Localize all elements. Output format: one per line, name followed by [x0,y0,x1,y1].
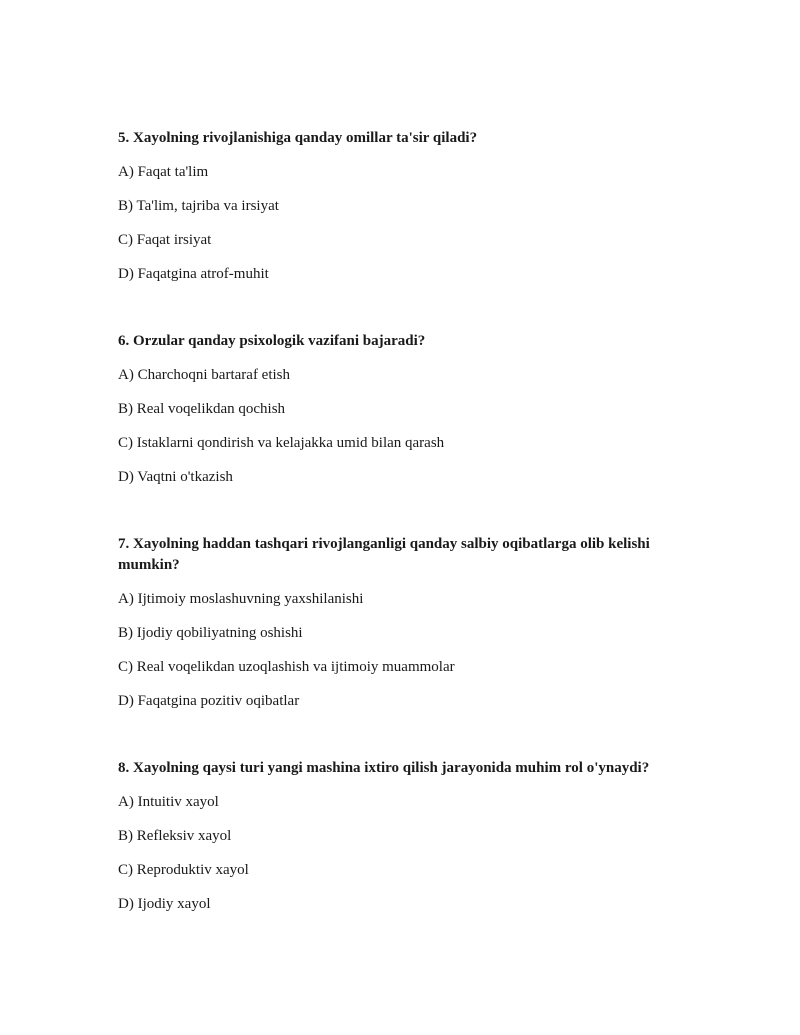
answer-option-b: B) Ta'lim, tajriba va irsiyat [118,198,279,214]
question-text: 8. Xayolning qaysi turi yangi mashina ixtiro qilish jarayonida muhim rol o'ynaydi? [118,760,650,776]
answer-option-b: B) Refleksiv xayol [118,828,232,844]
question-block-7 [118,534,688,725]
answer-option-c: C) Faqat irsiyat [118,232,212,248]
answer-option-b: B) Ijodiy qobiliyatning oshishi [118,625,303,641]
question-block-6 [118,331,688,501]
answer-option-c: C) Real voqelikdan uzoqlashish va ijtimoiy muammolar [118,659,455,675]
answer-option-d: D) Vaqtni o'tkazish [118,469,233,485]
question-text: 6. Orzular qanday psixologik vazifani bajaradi? [118,333,426,349]
answer-option-c: C) Reproduktiv xayol [118,862,249,878]
answer-option-a: A) Ijtimoiy moslashuvning yaxshilanishi [118,591,364,607]
answer-option-b: B) Real voqelikdan qochish [118,401,286,417]
question-text: 7. Xayolning haddan tashqari rivojlanganligi qanday salbiy oqibatlarga olib kelishi mumkin? [118,536,650,573]
answer-option-d: D) Faqatgina pozitiv oqibatlar [118,693,300,709]
answer-option-c: C) Istaklarni qondirish va kelajakka umid bilan qarash [118,435,445,451]
answer-option-a: A) Charchoqni bartaraf etish [118,367,291,383]
question-block-8 [118,758,688,928]
answer-option-d: D) Ijodiy xayol [118,896,211,912]
question-block-5 [118,128,688,298]
answer-option-a: A) Intuitiv xayol [118,794,219,810]
answer-option-a: A) Faqat ta'lim [118,164,209,180]
question-text: 5. Xayolning rivojlanishiga qanday omillar ta'sir qiladi? [118,130,478,146]
answer-option-d: D) Faqatgina atrof-muhit [118,266,269,282]
